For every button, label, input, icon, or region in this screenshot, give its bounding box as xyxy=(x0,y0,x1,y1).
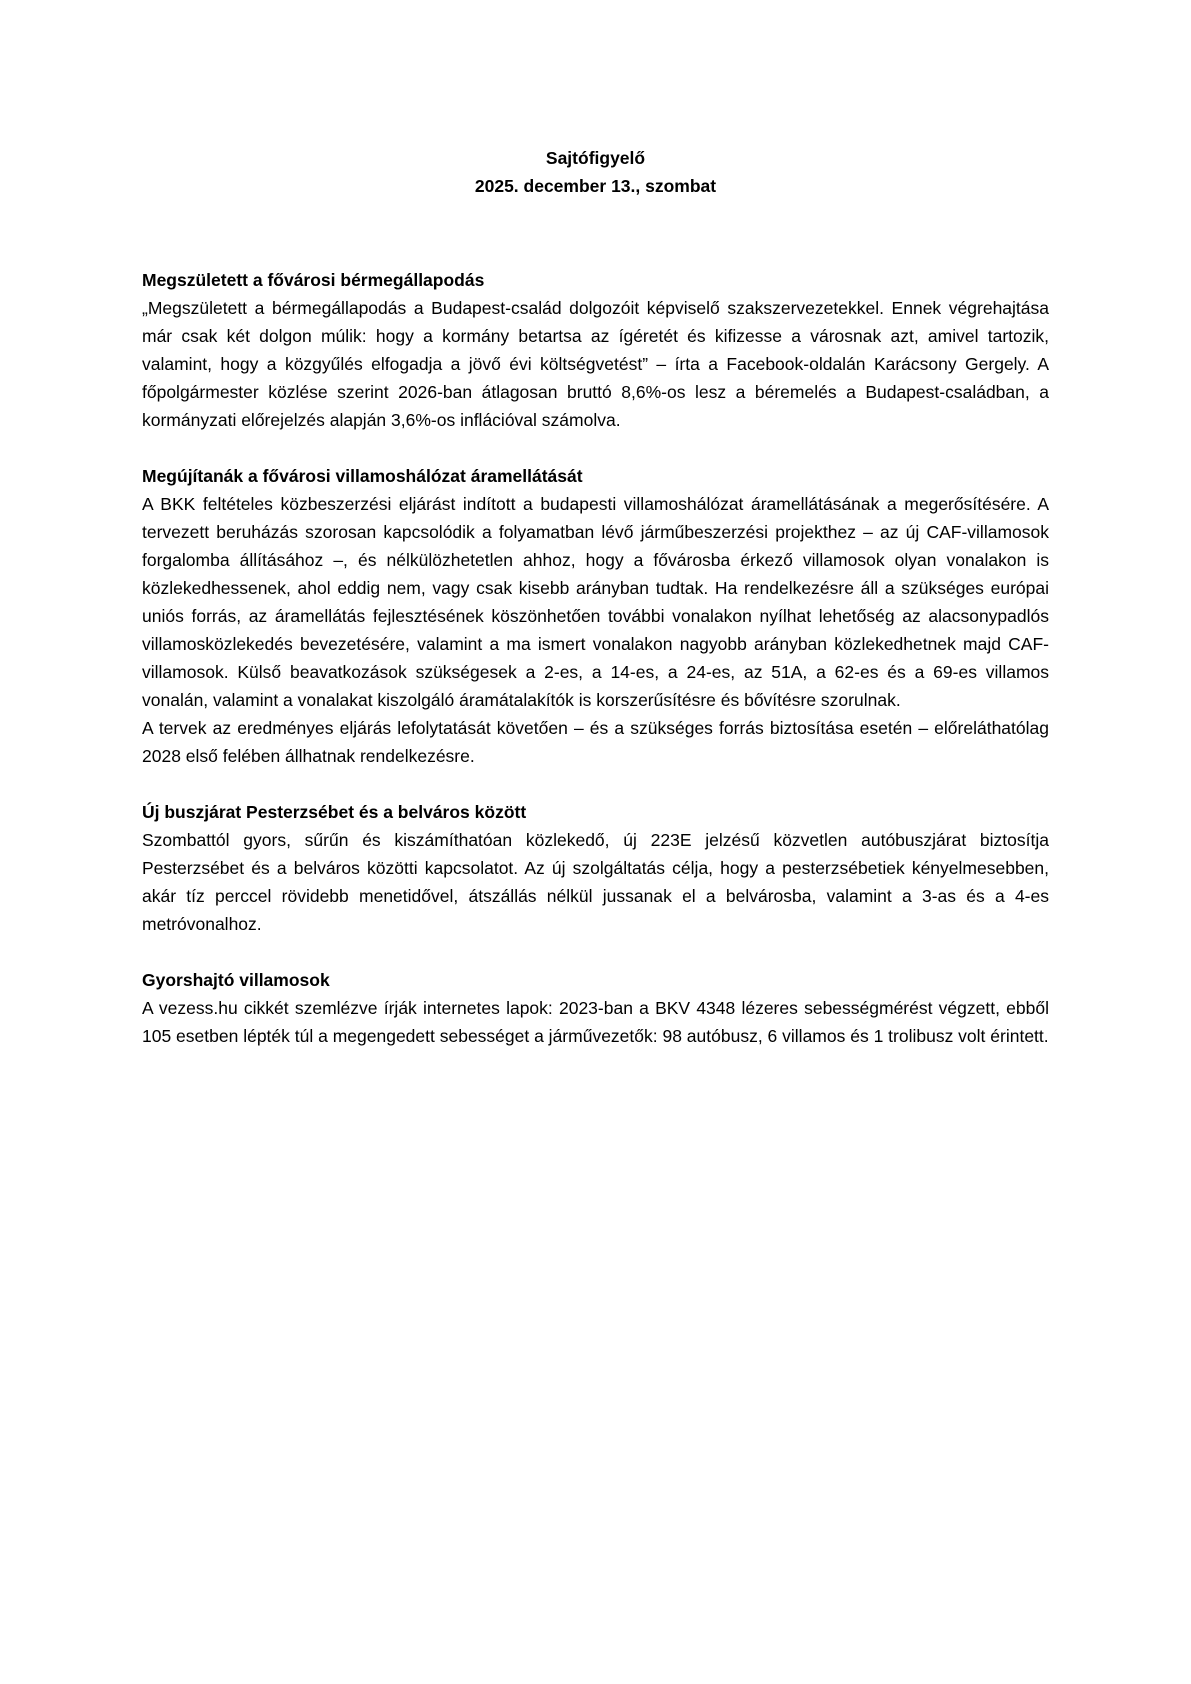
article-paragraph: A tervek az eredményes eljárás lefolytatását követően – és a szükséges forrás biztosítása esetén – előreláthatólag 2028 első felében állhatnak rendelkezésre. xyxy=(142,718,1049,766)
article-title: Megújítanák a fővárosi villamoshálózat áramellátását xyxy=(142,466,583,486)
article-tram-power-supply xyxy=(142,462,1049,770)
article-paragraph: A vezess.hu cikkét szemlézve írják internetes lapok: 2023-ban a BKV 4348 lézeres sebességmérést végzett, ebből 105 esetben lépték túl a megengedett sebességet a járművezetők: 98 autóbusz, 6 villamos és 1 trolibusz volt érintett. xyxy=(142,998,1049,1046)
article-new-bus-line xyxy=(142,798,1049,938)
document-title: Sajtófigyelő xyxy=(545,148,646,168)
article-paragraph: A BKK feltételes közbeszerzési eljárást indított a budapesti villamoshálózat áramellátásának a megerősítésére. A tervezett beruházás szorosan kapcsolódik a folyamatban lévő járműbeszerzési projekthez – az új CAF-villamosok forgalomba állításához –, és nélkülözhetetlen ahhoz, hogy a fővárosba érkező villamosok olyan vonalakon is közlekedhessenek, ahol eddig nem, vagy csak kisebb arányban tudtak. Ha rendelkezésre áll a szükséges európai uniós forrás, az áramellátás fejlesztésének köszönhetően további vonalakon nyílhat lehetőség az alacsonypadlós villamosközlekedés bevezetésére, valamint a ma ismert vonalakon nagyobb arányban közlekedhetnek majd CAF-villamosok. Külső beavatkozások szükségesek a 2-es, a 14-es, a 24-es, az 51A, a 62-es és a 69-es villamos vonalán, valamint a vonalakat kiszolgáló áramátalakítók is korszerűsítésre és bővítésre szorulnak. xyxy=(142,494,1049,710)
article-paragraph: Szombattól gyors, sűrűn és kiszámíthatóan közlekedő, új 223E jelzésű közvetlen autóbuszjárat biztosítja Pesterzsébet és a belváros közötti kapcsolatot. Az új szolgáltatás célja, hogy a pesterzsébetiek kényelmesebben, akár tíz perccel rövidebb menetidővel, átszállás nélkül jussanak el a belvárosba, valamint a 3-as és a 4-es metróvonalhoz. xyxy=(142,830,1049,934)
document-header xyxy=(142,144,1049,200)
article-title: Gyorshajtó villamosok xyxy=(142,970,330,990)
article-paragraph: „Megszületett a bérmegállapodás a Budapest-család dolgozóit képviselő szakszervezetekkel. Ennek végrehajtása már csak két dolgon múlik: hogy a kormány betartsa az ígéretét és kifizesse a városnak azt, amivel tartozik, valamint, hogy a közgyűlés elfogadja a jövő évi költségvetést” – írta a Facebook-oldalán Karácsony Gergely. A főpolgármester közlése szerint 2026-ban átlagosan bruttó 8,6%-os lesz a béremelés a Budapest-családban, a kormányzati előrejelzés alapján 3,6%-os inflációval számolva. xyxy=(142,298,1049,430)
article-body xyxy=(142,490,1049,770)
article-list xyxy=(142,266,1049,1050)
article-title: Új buszjárat Pesterzsébet és a belváros között xyxy=(142,802,527,822)
article-body xyxy=(142,826,1049,938)
article-body xyxy=(142,994,1049,1050)
document-page xyxy=(142,144,1049,1078)
article-body xyxy=(142,294,1049,434)
article-wage-agreement xyxy=(142,266,1049,434)
article-title: Megszületett a fővárosi bérmegállapodás xyxy=(142,270,485,290)
document-date: 2025. december 13., szombat xyxy=(474,176,717,196)
article-speeding-trams xyxy=(142,966,1049,1050)
